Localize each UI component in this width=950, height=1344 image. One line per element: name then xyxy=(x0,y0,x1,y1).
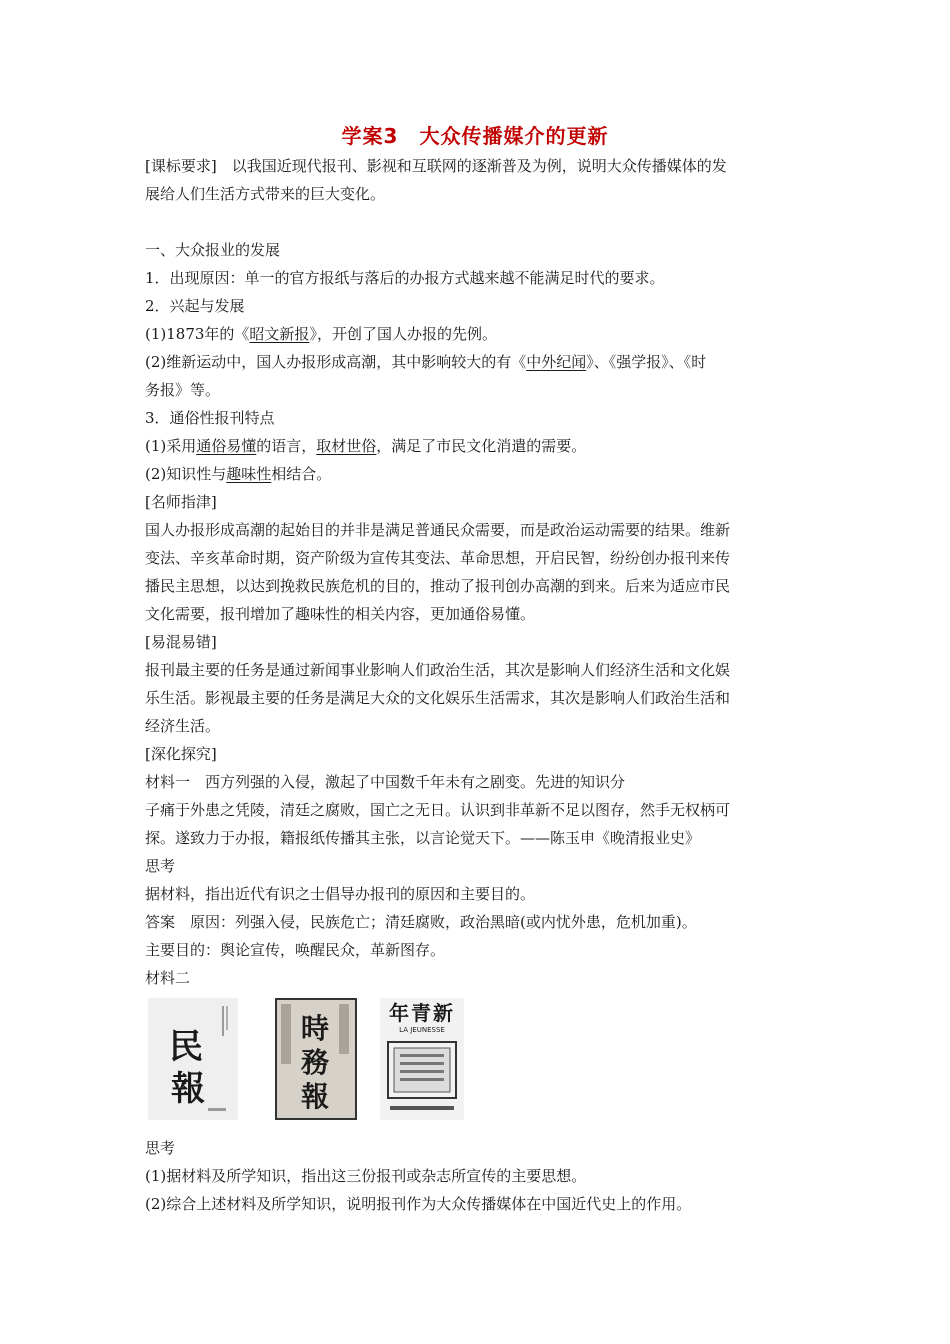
question: 据材料，指出近代有识之士倡导办报刊的原因和主要目的。 xyxy=(145,885,536,903)
document-body xyxy=(145,152,810,1218)
paragraph: 国人办报形成高潮的起始目的并非是满足普通民众需要，而是政治运动需要的结果。维新 xyxy=(145,521,731,539)
answer: 答案 原因：列强入侵，民族危亡；清廷腐败，政治黑暗(或内忧外患，危机加重)。 xyxy=(145,913,697,931)
confuse-label: [易混易错] xyxy=(145,633,217,651)
paragraph: 1．出现原因：单一的官方报纸与落后的办报方式越来越不能满足时代的要求。 xyxy=(145,269,665,287)
paragraph: (1)采用通俗易懂的语言，取材世俗，满足了市民文化消遣的需要。 xyxy=(145,437,587,455)
paragraph: 子痛于外患之凭陵，清廷之腐败，国亡之无日。认识到非革新不足以图存，然手无权柄可 xyxy=(145,801,731,819)
underlined-answer: 趣味性 xyxy=(226,465,272,483)
paragraph: 务报》等。 xyxy=(145,381,221,399)
material-two-label: 材料二 xyxy=(145,969,191,987)
requirement-line-1: [课标要求] 以我国近现代报刊、影视和互联网的逐渐普及为例，说明大众传播媒体的发 xyxy=(145,157,727,175)
minbao-cover-image xyxy=(148,998,238,1120)
svg-text:時: 時 xyxy=(300,1012,330,1045)
question: (1)据材料及所学知识，指出这三份报刊或杂志所宣传的主要思想。 xyxy=(145,1167,587,1185)
newspaper-images xyxy=(145,998,810,1134)
paragraph: (1)1873年的《昭文新报》，开创了国人办报的先例。 xyxy=(145,325,497,343)
explore-label: [深化探究] xyxy=(145,745,217,763)
paragraph: 3．通俗性报刊特点 xyxy=(145,409,275,427)
page-title: 学案3 大众传播媒介的更新 xyxy=(341,124,609,148)
paragraph: 报刊最主要的任务是通过新闻事业影响人们政治生活，其次是影响人们经济生活和文化娱 xyxy=(145,661,731,679)
paragraph: 文化需要，报刊增加了趣味性的相关内容，更加通俗易懂。 xyxy=(145,605,536,623)
think-label: 思考 xyxy=(145,1139,176,1157)
shiwubao-cover-image xyxy=(275,998,357,1120)
question: (2)综合上述材料及所学知识，说明报刊作为大众传播媒体在中国近代史上的作用。 xyxy=(145,1195,692,1213)
think-label: 思考 xyxy=(145,857,176,875)
tip-label: [名师指津] xyxy=(145,493,217,511)
answer: 主要目的：舆论宣传，唤醒民众，革新图存。 xyxy=(145,941,446,959)
svg-text:務: 務 xyxy=(300,1046,330,1079)
la-jeunesse-label: LA JEUNESSE xyxy=(399,1026,445,1034)
underlined-answer: 通俗易懂 xyxy=(196,437,257,455)
paragraph: 经济生活。 xyxy=(145,717,221,735)
paragraph: 播民主思想，以达到挽救民族危机的目的，推动了报刊创办高潮的到来。后来为适应市民 xyxy=(145,577,731,595)
requirement-label: [课标要求] xyxy=(145,157,217,175)
underlined-answer: 取材世俗 xyxy=(316,437,377,455)
paragraph: 乐生活。影视最主要的任务是满足大众的文化娱乐生活需求，其次是影响人们政治生活和 xyxy=(145,689,731,707)
paragraph: 探。遂致力于办报，籍报纸传播其主张，以言论觉天下。——陈玉申《晚清报业史》 xyxy=(145,829,701,847)
paragraph: 2．兴起与发展 xyxy=(145,297,245,315)
paragraph: (2)知识性与趣味性相结合。 xyxy=(145,465,332,483)
underlined-answer: 中外纪闻 xyxy=(526,353,587,371)
requirement-line-2: 展给人们生活方式带来的巨大变化。 xyxy=(145,185,386,203)
spacer xyxy=(145,208,810,236)
minbao-char-1: 民 xyxy=(169,1027,203,1067)
section-heading: 一、大众报业的发展 xyxy=(145,241,281,259)
material-one: 材料一 西方列强的入侵，激起了中国数千年未有之剧变。先进的知识分 xyxy=(145,773,626,791)
xinqingnian-cover-image xyxy=(380,998,464,1120)
underlined-answer: 昭文新报 xyxy=(249,325,310,343)
svg-text:報: 報 xyxy=(300,1080,330,1113)
paragraph: (2)维新运动中，国人办报形成高潮，其中影响较大的有《中外纪闻》、《强学报》、《时 xyxy=(145,353,707,371)
svg-text:年青新: 年青新 xyxy=(389,1001,455,1025)
paragraph: 变法、辛亥革命时期，资产阶级为宣传其变法、革命思想，开启民智，纷纷创办报刊来传 xyxy=(145,549,731,567)
minbao-char-2: 報 xyxy=(171,1069,205,1109)
